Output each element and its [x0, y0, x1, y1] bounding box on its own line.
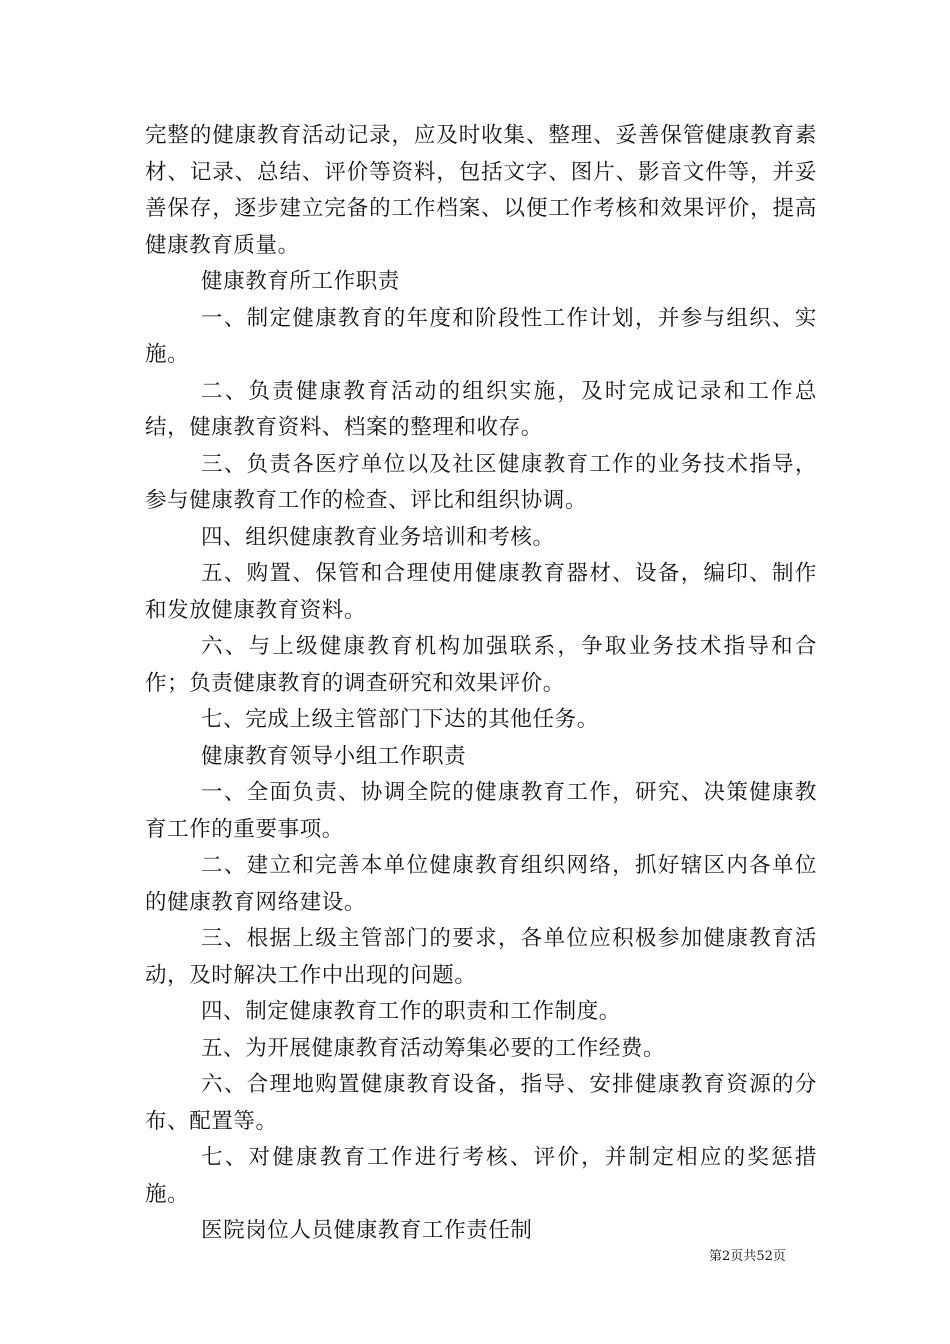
document-body [145, 118, 817, 1250]
office-duty-3: 三、负责各医疗单位以及社区健康教育工作的业务技术指导，参与健康教育工作的检查、评比和组织协调。 [145, 451, 817, 513]
footer-prefix: 第 [709, 1249, 723, 1264]
office-duty-4: 四、组织健康教育业务培训和考核。 [201, 524, 555, 550]
footer-total-pages: 52 [756, 1249, 773, 1264]
office-duty-5: 五、购置、保管和合理使用健康教育器材、设备，编印、制作和发放健康教育资料。 [145, 561, 817, 623]
footer-suffix: 页 [772, 1249, 786, 1264]
leadership-duty-5: 五、为开展健康教育活动筹集必要的工作经费。 [201, 1035, 666, 1061]
office-duty-6: 六、与上级健康教育机构加强联系，争取业务技术指导和合作；负责健康教育的调查研究和效果评价。 [145, 634, 817, 696]
footer-middle: 页共 [730, 1249, 757, 1264]
office-duty-7: 七、完成上级主管部门下达的其他任务。 [201, 707, 599, 732]
section-heading-hospital-staff: 医院岗位人员健康教育工作责任制 [201, 1218, 533, 1243]
leadership-duty-4: 四、制定健康教育工作的职责和工作制度。 [201, 999, 621, 1024]
leadership-duty-6: 六、合理地购置健康教育设备，指导、安排健康教育资源的分布、配置等。 [145, 1072, 817, 1134]
office-duty-2: 二、负责健康教育活动的组织实施，及时完成记录和工作总结，健康教育资料、档案的整理和收存。 [145, 378, 817, 440]
section-heading-health-education-office: 健康教育所工作职责 [201, 269, 400, 294]
leadership-duty-7: 七、对健康教育工作进行考核、评价，并制定相应的奖惩措施。 [145, 1145, 817, 1207]
page-number-footer [709, 1249, 786, 1265]
office-duty-1: 一、制定健康教育的年度和阶段性工作计划，并参与组织、实施。 [145, 305, 817, 367]
leadership-duty-1: 一、全面负责、协调全院的健康教育工作，研究、决策健康教育工作的重要事项。 [145, 780, 817, 842]
leadership-duty-2: 二、建立和完善本单位健康教育组织网络，抓好辖区内各单位的健康教育网络建设。 [145, 853, 817, 915]
footer-current-page: 2 [722, 1249, 731, 1264]
leadership-duty-3: 三、根据上级主管部门的要求，各单位应积极参加健康教育活动，及时解决工作中出现的问题。 [145, 926, 817, 988]
section-heading-leadership-group: 健康教育领导小组工作职责 [201, 743, 467, 769]
paragraph-continuation: 完整的健康教育活动记录，应及时收集、整理、妥善保管健康教育素材、记录、总结、评价等资料，包括文字、图片、影音文件等，并妥善保存，逐步建立完备的工作档案、以便工作考核和效果评价，提高健康教育质量。 [145, 123, 817, 258]
